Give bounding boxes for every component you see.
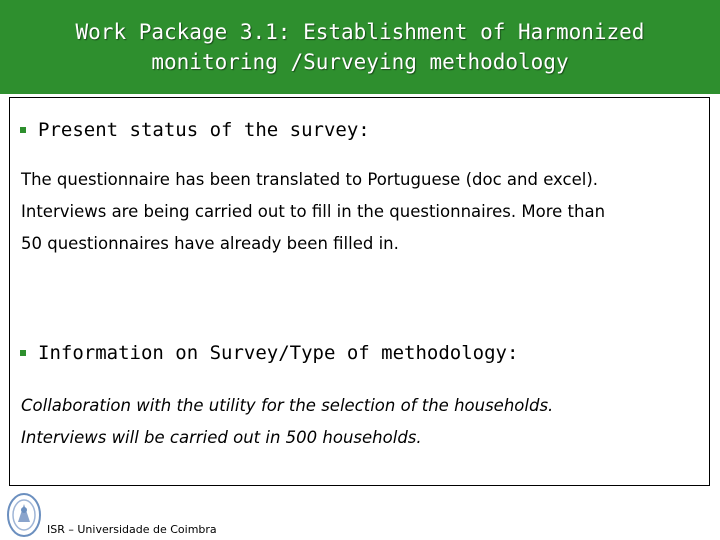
university-seal-icon bbox=[6, 492, 42, 538]
section2-heading: Information on Survey/Type of methodology: bbox=[38, 342, 519, 364]
bullet-icon bbox=[20, 127, 26, 133]
slide-title-line2: monitoring /Surveying methodology bbox=[151, 50, 569, 74]
slide-title bbox=[40, 17, 680, 77]
slide-header bbox=[0, 0, 720, 94]
section1-line-1: The questionnaire has been translated to Portuguese (doc and excel). bbox=[21, 170, 599, 189]
section1-line-3: 50 questionnaires have already been filled in. bbox=[21, 234, 399, 253]
section2-line-1: Collaboration with the utility for the selection of the households. bbox=[21, 396, 554, 415]
footer-text: ISR – Universidade de Coimbra bbox=[47, 523, 217, 536]
section2-body bbox=[21, 390, 553, 454]
slide-title-line1: Work Package 3.1: Establishment of Harmonized bbox=[75, 20, 645, 44]
section1-heading-row bbox=[20, 119, 370, 141]
bullet-icon bbox=[20, 350, 26, 356]
section1-line-2: Interviews are being carried out to fill in the questionnaires. More than bbox=[21, 202, 606, 221]
section2-heading-row bbox=[20, 342, 518, 364]
section1-body bbox=[21, 164, 605, 260]
section1-heading: Present status of the survey: bbox=[38, 119, 370, 141]
section2-line-2: Interviews will be carried out in 500 households. bbox=[21, 428, 422, 447]
